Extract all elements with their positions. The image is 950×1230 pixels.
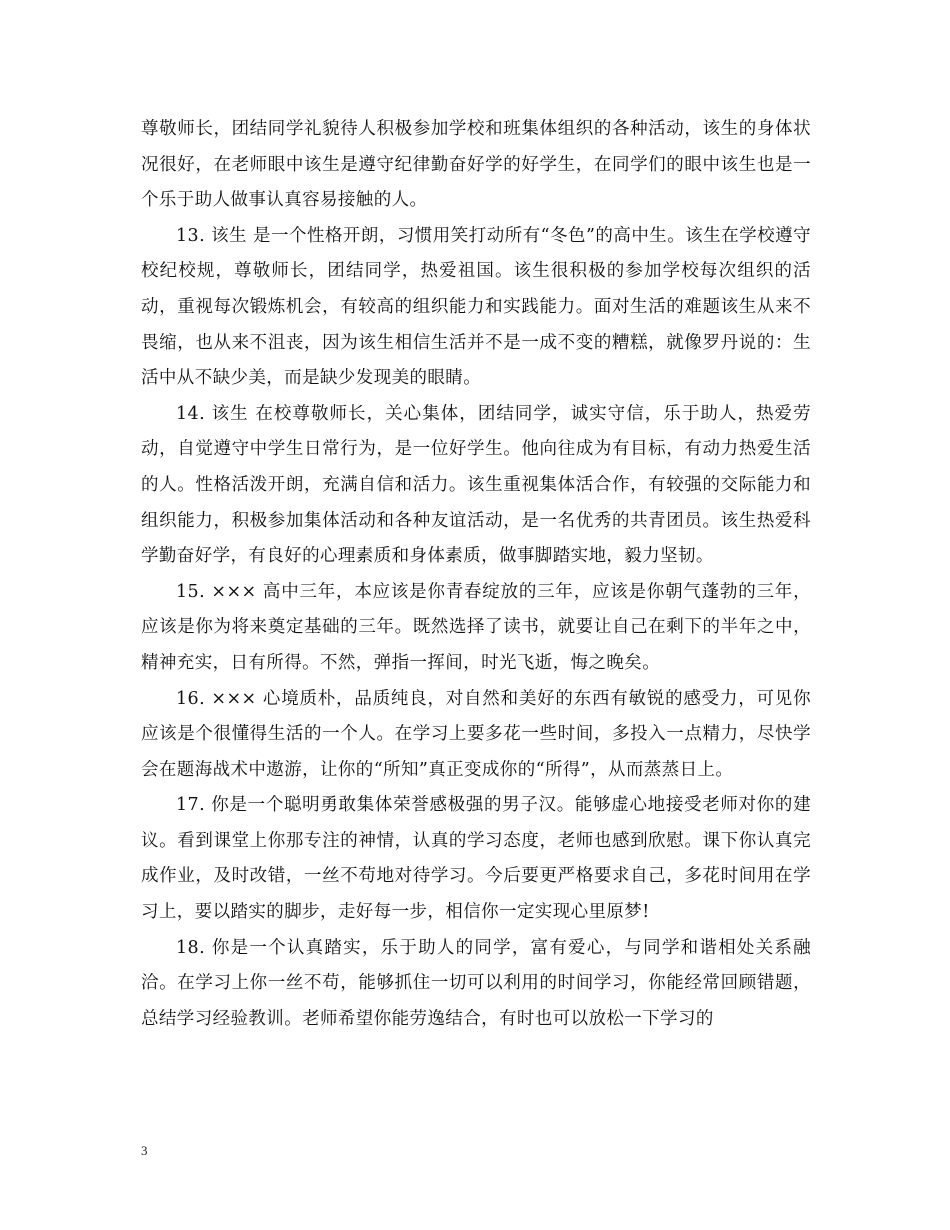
paragraph-item-13: 13. 该生 是一个性格开朗，习惯用笑打动所有“冬色”的高中生。该生在学校遵守校纪校规，尊敬师长，团结同学，热爱祖国。该生很积极的参加学校每次组织的活动，重视每次锻炼机会，有较高的组织能力和实践能力。面对生活的难题该生从来不畏缩，也从来不沮丧，因为该生相信生活并不是一成不变的糟糕，就像罗丹说的：生活中从不缺少美，而是缺少发现美的眼睛。 [141, 225, 811, 389]
paragraph-item-18: 18. 你是一个认真踏实，乐于助人的同学，富有爱心，与同学和谐相处关系融洽。在学习上你一丝不苟，能够抓住一切可以利用的时间学习，你能经常回顾错题，总结学习经验教训。老师希望你能劳逸结合，有时也可以放松一下学习的 [141, 937, 811, 1029]
paragraph-item-16: 16. ××× 心境质朴，品质纯良，对自然和美好的东西有敏锐的感受力，可见你应该是个很懂得生活的一个人。在学习上要多花一些时间，多投入一点精力，尽快学会在题海战术中遨游，让你的“所知”真正变成你的“所得”，从而蒸蒸日上。 [141, 688, 811, 780]
document-body [141, 112, 811, 1037]
paragraph-continuation: 尊敬师长，团结同学礼貌待人积极参加学校和班集体组织的各种活动，该生的身体状况很好，在老师眼中该生是遵守纪律勤奋好学的好学生，在同学们的眼中该生也是一个乐于助人做事认真容易接触的人。 [141, 119, 811, 211]
page-number: 3 [141, 1143, 148, 1158]
paragraph-item-17: 17. 你是一个聪明勇敢集体荣誉感极强的男子汉。能够虚心地接受老师对你的建议。看到课堂上你那专注的神情，认真的学习态度，老师也感到欣慰。课下你认真完成作业，及时改错，一丝不苟地对待学习。今后要更严格要求自己，多花时间用在学习上，要以踏实的脚步，走好每一步，相信你一定实现心里原梦! [141, 795, 811, 923]
paragraph-item-14: 14. 该生 在校尊敬师长，关心集体，团结同学，诚实守信，乐于助人，热爱劳动，自觉遵守中学生日常行为，是一位好学生。他向往成为有目标，有动力热爱生活的人。性格活泼开朗，充满自信和活力。该生重视集体活合作，有较强的交际能力和组织能力，积极参加集体活动和各种友谊活动，是一名优秀的共青团员。该生热爱科学勤奋好学，有良好的心理素质和身体素质，做事脚踏实地，毅力坚韧。 [141, 403, 811, 567]
paragraph-item-15: 15. ××× 高中三年，本应该是你青春绽放的三年，应该是你朝气蓬勃的三年，应该是你为将来奠定基础的三年。既然选择了读书，就要让自己在剩下的半年之中，精神充实，日有所得。不然，弹指一挥间，时光飞逝，悔之晚矣。 [141, 581, 811, 673]
